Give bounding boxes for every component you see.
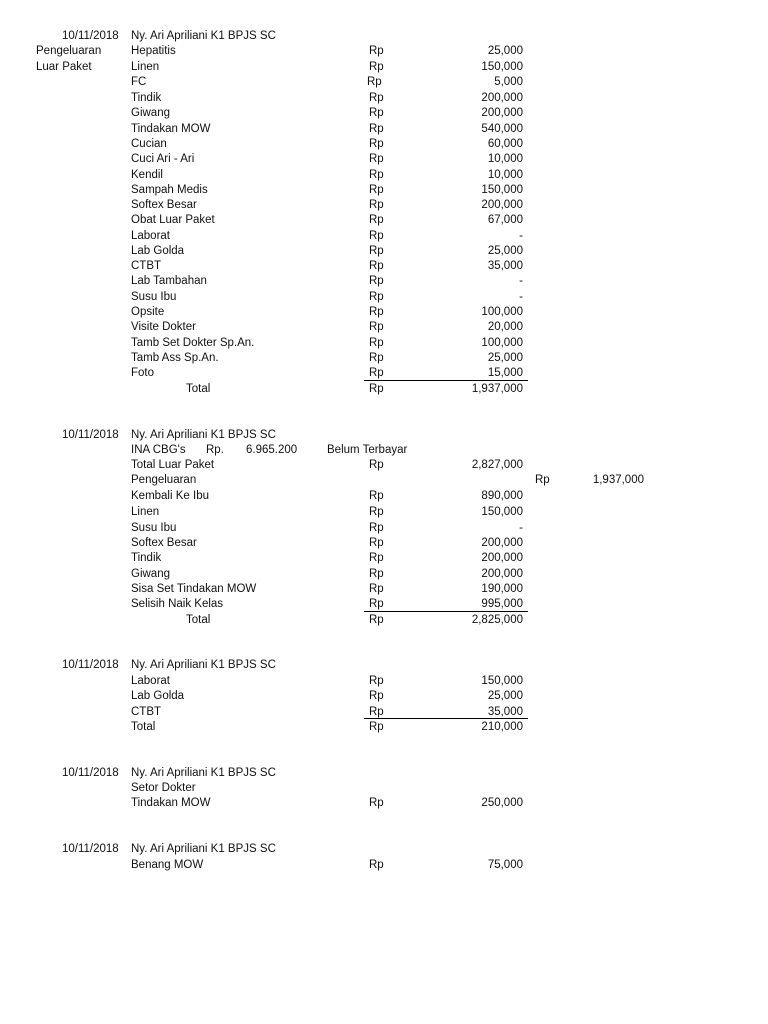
item-currency: Rp	[369, 275, 384, 287]
item-currency: Rp	[369, 260, 384, 272]
side-label: Pengeluaran	[36, 45, 102, 57]
item-amount: 60,000	[487, 138, 523, 150]
item-label: Giwang	[131, 568, 170, 580]
item-currency: Rp	[369, 230, 384, 242]
item-amount: -	[519, 275, 523, 287]
item-label: Foto	[131, 367, 155, 379]
pengeluaran-amount: 1,937,000	[592, 474, 644, 486]
total-rule	[364, 611, 528, 612]
pengeluaran-currency: Rp	[535, 474, 550, 486]
item-label: Cucian	[131, 138, 167, 150]
item-label: CTBT	[131, 260, 162, 272]
total-currency: Rp	[369, 721, 384, 733]
item-currency: Rp	[369, 352, 384, 364]
item-label: Hepatitis	[131, 45, 176, 57]
item-amount: 150,000	[481, 675, 523, 687]
total-rule	[364, 718, 528, 719]
item-label: Susu Ibu	[131, 522, 177, 534]
item-label: Cuci Ari - Ari	[131, 153, 195, 165]
ina-cbg-label: INA CBG's	[131, 444, 186, 456]
side-label: Luar Paket	[36, 61, 92, 73]
item-amount: 25,000	[487, 45, 523, 57]
section-date: 10/11/2018	[62, 843, 119, 855]
pengeluaran-label: Pengeluaran	[131, 474, 197, 486]
item-amount: 67,000	[487, 214, 523, 226]
item-currency: Rp	[369, 797, 384, 809]
item-currency: Rp	[369, 522, 384, 534]
item-amount: 10,000	[487, 169, 523, 181]
item-currency: Rp	[369, 859, 384, 871]
item-amount: 35,000	[487, 706, 523, 718]
item-amount: 100,000	[481, 306, 523, 318]
item-label: CTBT	[131, 706, 162, 718]
item-amount: 100,000	[481, 337, 523, 349]
item-label: Tindik	[131, 92, 162, 104]
total-luar-paket-currency: Rp	[369, 459, 384, 471]
section-patient: Ny. Ari Apriliani K1 BPJS SC	[131, 843, 276, 855]
item-amount: 20,000	[487, 321, 523, 333]
item-amount: 200,000	[481, 568, 523, 580]
item-label: Benang MOW	[131, 859, 204, 871]
item-currency: Rp	[369, 598, 384, 610]
item-label: Laborat	[131, 230, 171, 242]
item-amount: 200,000	[481, 552, 523, 564]
item-currency: Rp	[369, 675, 384, 687]
item-label: Susu Ibu	[131, 291, 177, 303]
total-amount: 210,000	[481, 721, 523, 733]
ina-cbg-currency: Rp.	[206, 444, 224, 456]
section-date: 10/11/2018	[62, 767, 119, 779]
item-label: Opsite	[131, 306, 165, 318]
item-label: Laborat	[131, 675, 171, 687]
section-date: 10/11/2018	[62, 30, 119, 42]
item-amount: 5,000	[494, 76, 523, 88]
item-currency: Rp	[369, 367, 384, 379]
item-currency: Rp	[369, 138, 384, 150]
item-amount: 25,000	[487, 245, 523, 257]
item-currency: Rp	[369, 214, 384, 226]
total-label: Total	[186, 614, 211, 626]
item-currency: Rp	[369, 184, 384, 196]
item-currency: Rp	[369, 291, 384, 303]
item-currency: Rp	[369, 506, 384, 518]
item-amount: 25,000	[487, 352, 523, 364]
item-currency: Rp	[369, 92, 384, 104]
total-amount: 1,937,000	[471, 383, 523, 395]
item-amount: 150,000	[481, 506, 523, 518]
item-amount: 995,000	[481, 598, 523, 610]
item-label: Lab Tambahan	[131, 275, 207, 287]
item-label: Linen	[131, 61, 160, 73]
section-heading: Setor Dokter	[131, 782, 196, 794]
item-label: Selisih Naik Kelas	[131, 598, 224, 610]
item-amount: 190,000	[481, 583, 523, 595]
item-amount: 75,000	[487, 859, 523, 871]
item-currency: Rp	[369, 107, 384, 119]
item-label: Tamb Ass Sp.An.	[131, 352, 219, 364]
item-currency: Rp	[369, 537, 384, 549]
total-currency: Rp	[369, 383, 384, 395]
total-rule	[364, 380, 528, 381]
total-currency: Rp	[369, 614, 384, 626]
item-label: Softex Besar	[131, 199, 197, 211]
item-currency: Rp	[369, 337, 384, 349]
item-label: Tamb Set Dokter Sp.An.	[131, 337, 255, 349]
item-amount: 200,000	[481, 199, 523, 211]
item-label: Kembali Ke Ibu	[131, 490, 209, 502]
item-currency: Rp	[369, 45, 384, 57]
item-amount: 25,000	[487, 690, 523, 702]
section-patient: Ny. Ari Apriliani K1 BPJS SC	[131, 659, 276, 671]
item-amount: 200,000	[481, 537, 523, 549]
item-amount: 15,000	[487, 367, 523, 379]
item-amount: 200,000	[481, 107, 523, 119]
item-label: Tindik	[131, 552, 162, 564]
item-currency: Rp	[369, 568, 384, 580]
item-currency: Rp	[369, 61, 384, 73]
item-amount: -	[519, 230, 523, 242]
item-amount: 150,000	[481, 61, 523, 73]
section-patient: Ny. Ari Apriliani K1 BPJS SC	[131, 30, 276, 42]
section-date: 10/11/2018	[62, 659, 119, 671]
item-amount: -	[519, 291, 523, 303]
total-label: Total	[186, 383, 211, 395]
item-label: Softex Besar	[131, 537, 197, 549]
section-date: 10/11/2018	[62, 429, 119, 441]
item-label: Tindakan MOW	[131, 123, 211, 135]
item-label: Lab Golda	[131, 245, 185, 257]
ina-cbg-amount: 6.965.200	[246, 444, 298, 456]
item-label: Kendil	[131, 169, 163, 181]
item-amount: 890,000	[481, 490, 523, 502]
item-label: Tindakan MOW	[131, 797, 211, 809]
item-currency: Rp	[369, 690, 384, 702]
item-currency: Rp	[369, 153, 384, 165]
item-currency: Rp	[369, 199, 384, 211]
item-amount: 250,000	[481, 797, 523, 809]
item-currency: Rp	[369, 169, 384, 181]
total-luar-paket-label: Total Luar Paket	[131, 459, 215, 471]
total-label: Total	[131, 721, 156, 733]
total-amount: 2,825,000	[471, 614, 523, 626]
item-amount: 540,000	[481, 123, 523, 135]
item-label: Obat Luar Paket	[131, 214, 215, 226]
item-amount: 150,000	[481, 184, 523, 196]
item-amount: 200,000	[481, 92, 523, 104]
item-currency: Rp	[367, 76, 382, 88]
item-currency: Rp	[369, 706, 384, 718]
total-luar-paket-amount: 2,827,000	[471, 459, 523, 471]
item-currency: Rp	[369, 321, 384, 333]
item-amount: 10,000	[487, 153, 523, 165]
item-currency: Rp	[369, 245, 384, 257]
section-patient: Ny. Ari Apriliani K1 BPJS SC	[131, 767, 276, 779]
section-patient: Ny. Ari Apriliani K1 BPJS SC	[131, 429, 276, 441]
item-label: Visite Dokter	[131, 321, 196, 333]
item-amount: -	[519, 522, 523, 534]
item-label: FC	[131, 76, 147, 88]
item-label: Linen	[131, 506, 160, 518]
item-currency: Rp	[369, 306, 384, 318]
item-amount: 35,000	[487, 260, 523, 272]
item-currency: Rp	[369, 552, 384, 564]
item-label: Lab Golda	[131, 690, 185, 702]
item-label: Sisa Set Tindakan MOW	[131, 583, 257, 595]
item-currency: Rp	[369, 123, 384, 135]
item-currency: Rp	[369, 490, 384, 502]
item-label: Giwang	[131, 107, 170, 119]
ina-cbg-status: Belum Terbayar	[327, 444, 408, 456]
item-currency: Rp	[369, 583, 384, 595]
item-label: Sampah Medis	[131, 184, 208, 196]
